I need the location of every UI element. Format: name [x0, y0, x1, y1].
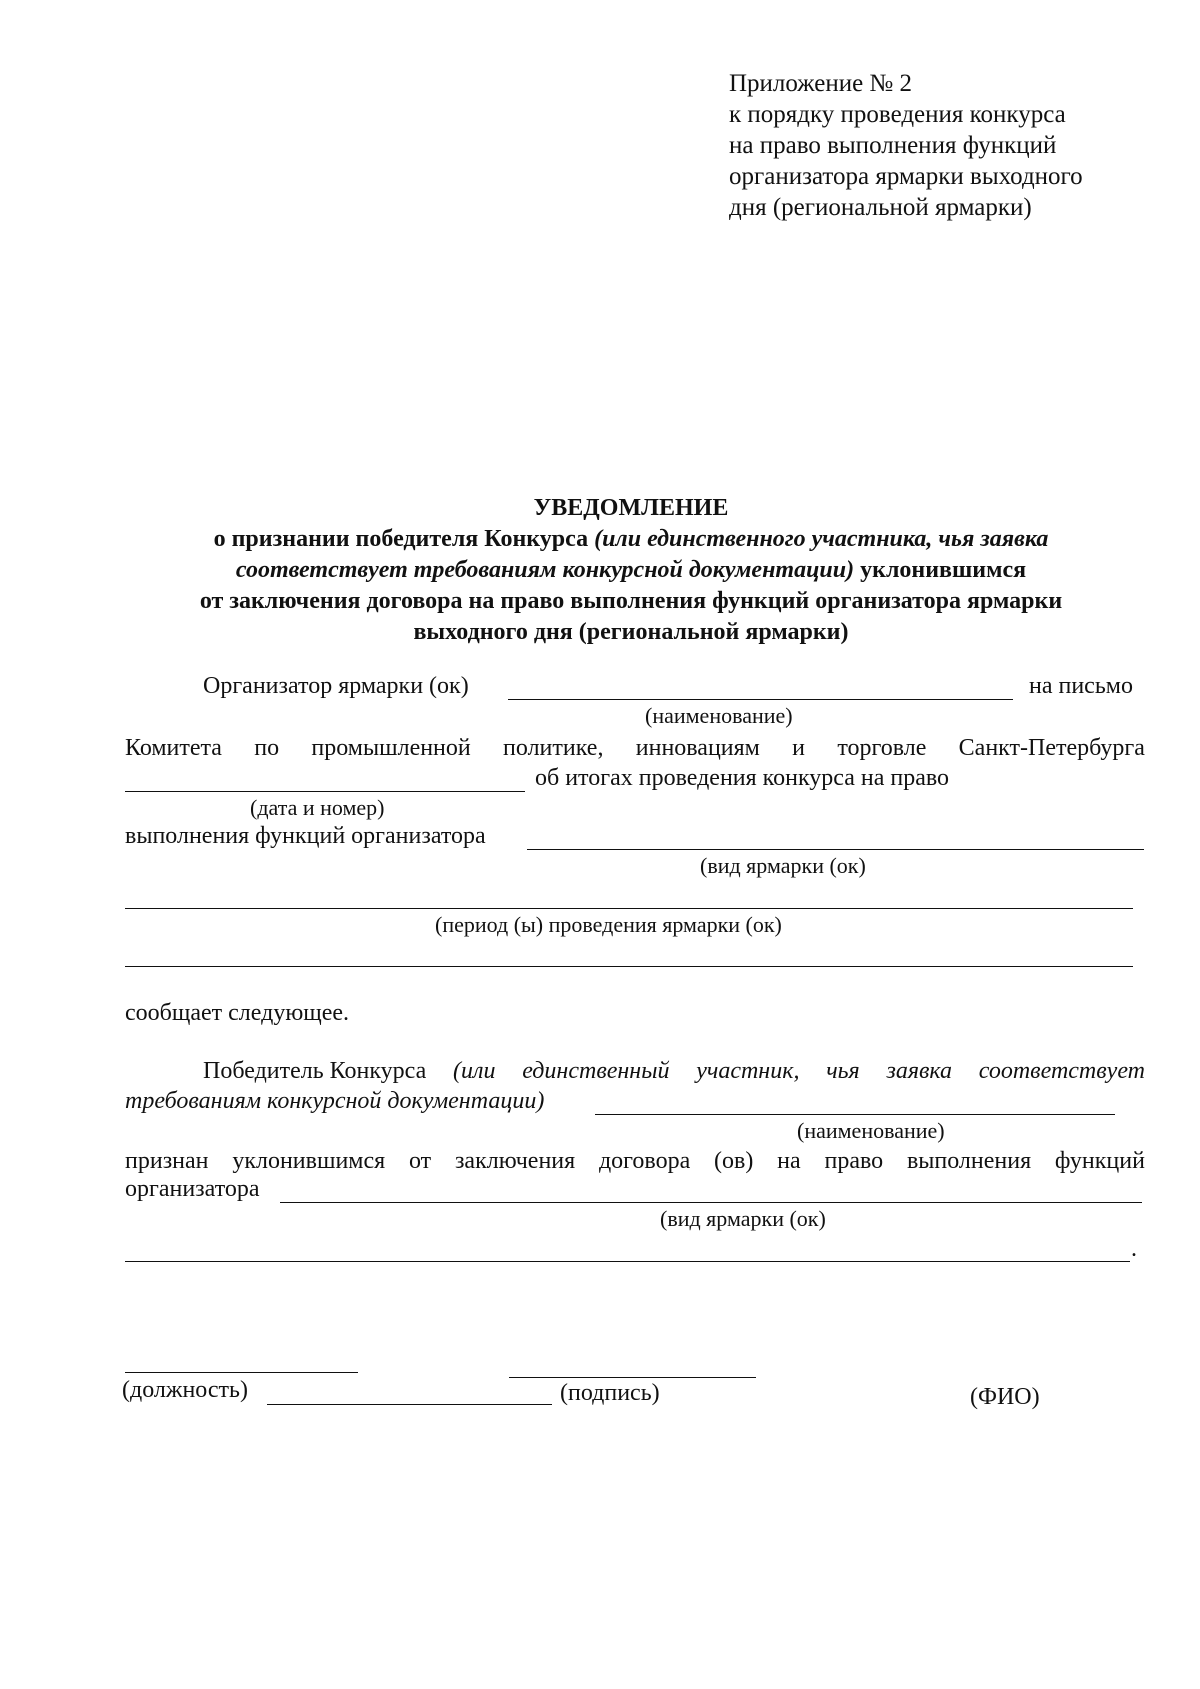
declared-word: функций: [1054, 1148, 1145, 1174]
committee-word: промышленной: [311, 735, 471, 761]
organizer-name-caption: (наименование): [645, 703, 793, 728]
period-field-line: [125, 966, 1133, 967]
title-line-1-normal: о признании победителя Конкурса: [213, 526, 595, 552]
organizer-name-field-line: [508, 699, 1013, 700]
date-number-field-line: [125, 791, 525, 792]
date-number-caption: (дата и номер): [250, 795, 385, 820]
title-line-2: [0, 557, 1200, 584]
declared-word: заключения: [454, 1148, 576, 1174]
appendix-line: на право выполнения функций: [729, 132, 1057, 159]
winner-line-2: требованиям конкурсной документации): [125, 1088, 545, 1114]
title-line-2-normal: уклонившимся: [854, 557, 1027, 583]
winner-name-caption: (наименование): [797, 1118, 945, 1143]
declared-word: уклонившимся: [232, 1148, 386, 1174]
declared-word: от: [408, 1148, 432, 1174]
winner-italic-word: заявка: [886, 1058, 953, 1084]
functions-label: выполнения функций организатора: [125, 823, 486, 849]
committee-word: политике,: [503, 735, 604, 761]
committee-word: торговле: [837, 735, 927, 761]
full-name-caption: (ФИО): [970, 1384, 1040, 1410]
declared-word: выполнения: [906, 1148, 1032, 1174]
winner-italic-word: участник,: [696, 1058, 800, 1084]
winner-italic-word: чья: [826, 1058, 860, 1084]
appendix-line: организатора ярмарки выходного: [729, 163, 1083, 190]
position-field-line: [125, 1372, 358, 1373]
signature-field-line-top: [509, 1377, 756, 1378]
reports-text: сообщает следующее.: [125, 1000, 350, 1026]
winner-line-1: [203, 1058, 1145, 1085]
signature-caption: (подпись): [560, 1380, 660, 1406]
declared-word: право: [824, 1148, 884, 1174]
committee-word: Санкт-Петербурга: [958, 735, 1145, 761]
title-line-1-italic: (или единственного участника, чья заявка: [594, 526, 1049, 552]
fair-type-field-line: [527, 849, 1144, 850]
committee-word: инновациям: [635, 735, 760, 761]
title-line-3: от заключения договора на право выполнения функций организатора ярмарки: [199, 588, 1063, 614]
declared-word: договора: [598, 1148, 691, 1174]
committee-line: [125, 735, 1145, 762]
appendix-line: к порядку проведения конкурса: [729, 101, 1066, 128]
title-line-1: [0, 526, 1200, 553]
fair-type-field-line-4: [125, 1261, 1130, 1262]
appendix-line: Приложение № 2: [729, 70, 913, 97]
results-text: об итогах проведения конкурса на право: [535, 765, 950, 791]
declared-word: признан: [125, 1148, 209, 1174]
title-line-2-italic: соответствует требованиям конкурсной документации): [235, 557, 855, 583]
letter-label: на письмо: [1029, 673, 1133, 699]
winner-italic-word: (или: [453, 1058, 496, 1084]
document-title: УВЕДОМЛЕНИЕ: [533, 495, 729, 521]
fair-type-caption-2: (вид ярмарки (ок): [660, 1206, 826, 1231]
position-caption: (должность): [122, 1377, 248, 1403]
committee-word: по: [254, 735, 280, 761]
winner-label: Победитель Конкурса: [203, 1058, 427, 1084]
appendix-block: [729, 68, 1083, 223]
period-caption: (период (ы) проведения ярмарки (ок): [435, 912, 782, 937]
signature-field-line: [267, 1404, 552, 1405]
fair-type-field-line-3: [280, 1202, 1142, 1203]
end-period: .: [1131, 1236, 1137, 1262]
fair-type-caption: (вид ярмарки (ок): [700, 853, 866, 878]
declared-word: на: [777, 1148, 801, 1174]
title-line-4: выходного дня (региональной ярмарки): [413, 619, 849, 645]
committee-word: и: [792, 735, 806, 761]
declared-word: (ов): [714, 1148, 754, 1174]
appendix-line: дня (региональной ярмарки): [729, 194, 1032, 221]
declared-line: [125, 1148, 1145, 1175]
committee-word: Комитета: [125, 735, 222, 761]
organizer-word: организатора: [125, 1176, 260, 1202]
winner-italic-word: единственный: [522, 1058, 670, 1084]
fair-type-field-line-2: [125, 908, 1133, 909]
organizer-label: Организатор ярмарки (ок): [203, 673, 469, 699]
winner-italic-word: соответствует: [978, 1058, 1145, 1084]
winner-name-field-line: [595, 1114, 1115, 1115]
